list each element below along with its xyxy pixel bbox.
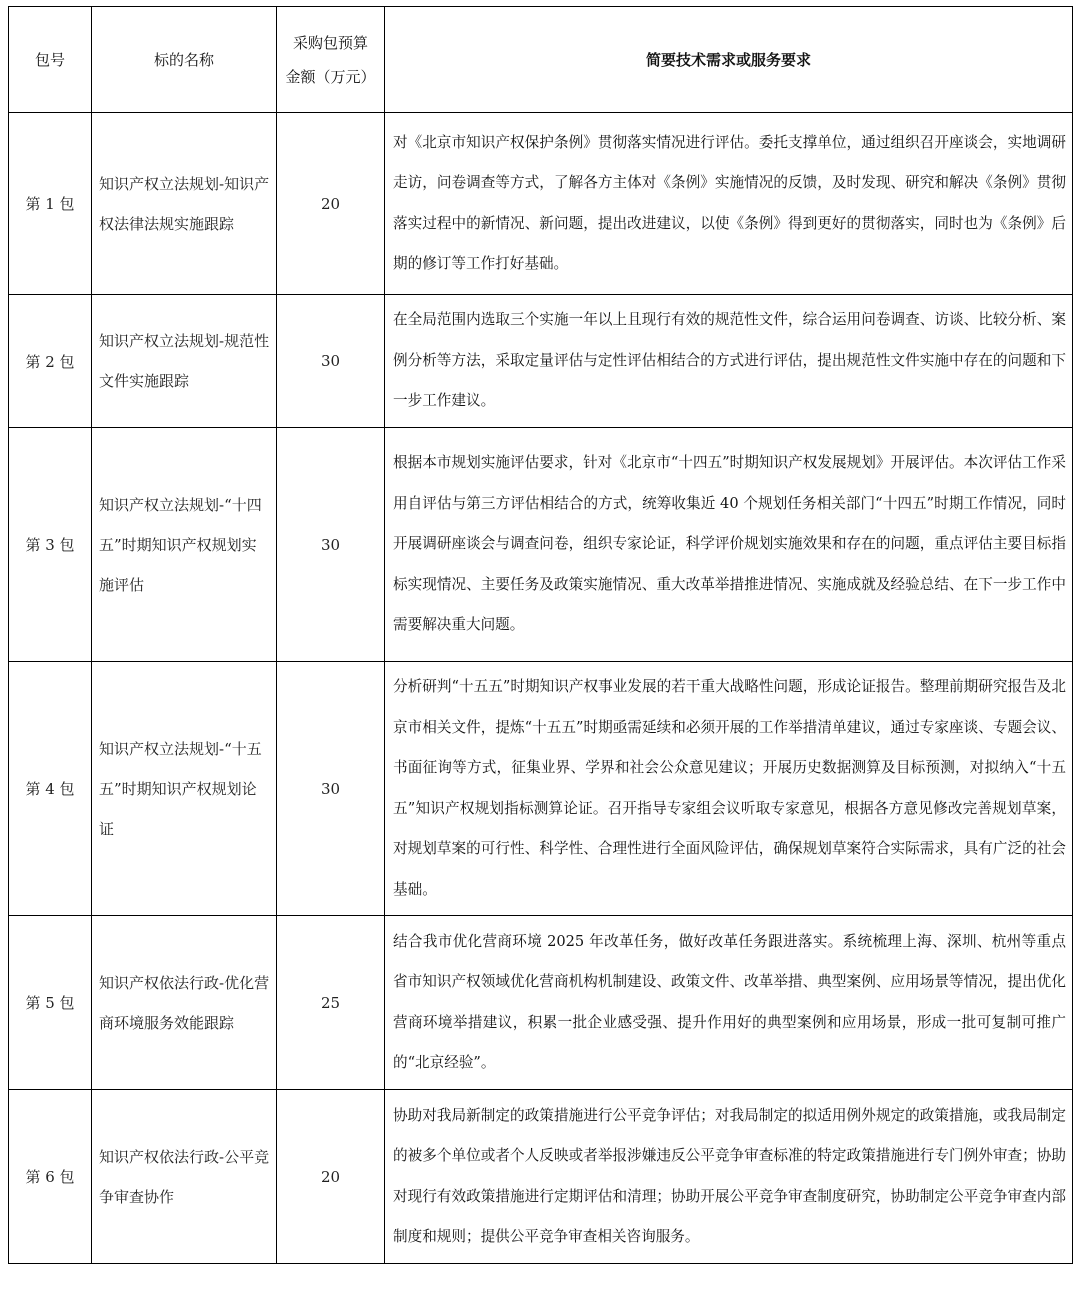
header-budget xyxy=(277,7,385,113)
requirements-text: 对《北京市知识产权保护条例》贯彻落实情况进行评估。委托支撑单位，通过组织召开座谈会，实地调研走访，问卷调查等方式，了解各方主体对《条例》实施情况的反馈，及时发现、研究和解决《条例》贯彻落实过程中的新情况、新问题，提出改进建议，以使《条例》得到更好的贯彻落实，同时也为《条例》后期的修订等工作打好基础。 xyxy=(385,113,1073,295)
budget-amount: 30 xyxy=(277,295,385,428)
requirements-text: 在全局范围内选取三个实施一年以上且现行有效的规范性文件，综合运用问卷调查、访谈、比较分析、案例分析等方法，采取定量评估与定性评估相结合的方式进行评估，提出规范性文件实施中存在的问题和下一步工作建议。 xyxy=(385,295,1073,428)
package-number: 第 6 包 xyxy=(9,1090,92,1264)
table-row xyxy=(9,428,1073,662)
header-budget-line2: 金额（万元） xyxy=(285,67,376,86)
budget-amount: 20 xyxy=(277,113,385,295)
budget-amount: 30 xyxy=(277,662,385,916)
header-row xyxy=(9,7,1073,113)
table-row xyxy=(9,113,1073,295)
package-number: 第 5 包 xyxy=(9,916,92,1090)
item-name: 知识产权依法行政-优化营商环境服务效能跟踪 xyxy=(92,916,277,1090)
package-number: 第 2 包 xyxy=(9,295,92,428)
requirements-text: 协助对我局新制定的政策措施进行公平竞争评估；对我局制定的拟适用例外规定的政策措施，或我局制定的被多个单位或者个人反映或者举报涉嫌违反公平竞争审查标准的特定政策措施进行专门例外审查；协助对现行有效政策措施进行定期评估和清理；协助开展公平竞争审查制度研究，协助制定公平竞争审查内部制度和规则；提供公平竞争审查相关咨询服务。 xyxy=(385,1090,1073,1264)
item-name: 知识产权立法规划-“十五五”时期知识产权规划论证 xyxy=(92,662,277,916)
item-name: 知识产权依法行政-公平竞争审查协作 xyxy=(92,1090,277,1264)
budget-amount: 20 xyxy=(277,1090,385,1264)
budget-amount: 30 xyxy=(277,428,385,662)
package-number: 第 4 包 xyxy=(9,662,92,916)
requirements-text: 结合我市优化营商环境 2025 年改革任务，做好改革任务跟进落实。系统梳理上海、深圳、杭州等重点省市知识产权领域优化营商机构机制建设、政策文件、改革举措、典型案例、应用场景等情况，提出优化营商环境举措建议，积累一批企业感受强、提升作用好的典型案例和应用场景，形成一批可复制可推广的“北京经验”。 xyxy=(385,916,1073,1090)
procurement-table xyxy=(8,6,1073,1264)
table-row xyxy=(9,662,1073,916)
header-requirements: 简要技术需求或服务要求 xyxy=(385,7,1073,113)
package-number: 第 3 包 xyxy=(9,428,92,662)
header-package-no: 包号 xyxy=(9,7,92,113)
item-name: 知识产权立法规划-规范性文件实施跟踪 xyxy=(92,295,277,428)
requirements-text: 根据本市规划实施评估要求，针对《北京市“十四五”时期知识产权发展规划》开展评估。本次评估工作采用自评估与第三方评估相结合的方式，统筹收集近 40 个规划任务相关部门“十四五”时期工作情况，同时开展调研座谈会与调查问卷，组织专家论证，科学评价规划实施效果和存在的问题，重点评估主要目标指标实现情况、主要任务及政策实施情况、重大改革举措推进情况、实施成就及经验总结、在下一步工作中需要解决重大问题。 xyxy=(385,428,1073,662)
package-number: 第 1 包 xyxy=(9,113,92,295)
table-row xyxy=(9,295,1073,428)
item-name: 知识产权立法规划-知识产权法律法规实施跟踪 xyxy=(92,113,277,295)
item-name: 知识产权立法规划-“十四五”时期知识产权规划实施评估 xyxy=(92,428,277,662)
requirements-text: 分析研判“十五五”时期知识产权事业发展的若干重大战略性问题，形成论证报告。整理前期研究报告及北京市相关文件，提炼“十五五”时期亟需延续和必须开展的工作举措清单建议，通过专家座谈、专题会议、书面征询等方式，征集业界、学界和社会公众意见建议；开展历史数据测算及目标预测，对拟纳入“十五五”知识产权规划指标测算论证。召开指导专家组会议听取专家意见，根据各方意见修改完善规划草案，对规划草案的可行性、科学性、合理性进行全面风险评估，确保规划草案符合实际需求，具有广泛的社会基础。 xyxy=(385,662,1073,916)
budget-amount: 25 xyxy=(277,916,385,1090)
header-budget-line1: 采购包预算 xyxy=(292,33,368,52)
table-row xyxy=(9,1090,1073,1264)
procurement-table-container xyxy=(8,6,1072,1264)
header-item-name: 标的名称 xyxy=(92,7,277,113)
table-row xyxy=(9,916,1073,1090)
